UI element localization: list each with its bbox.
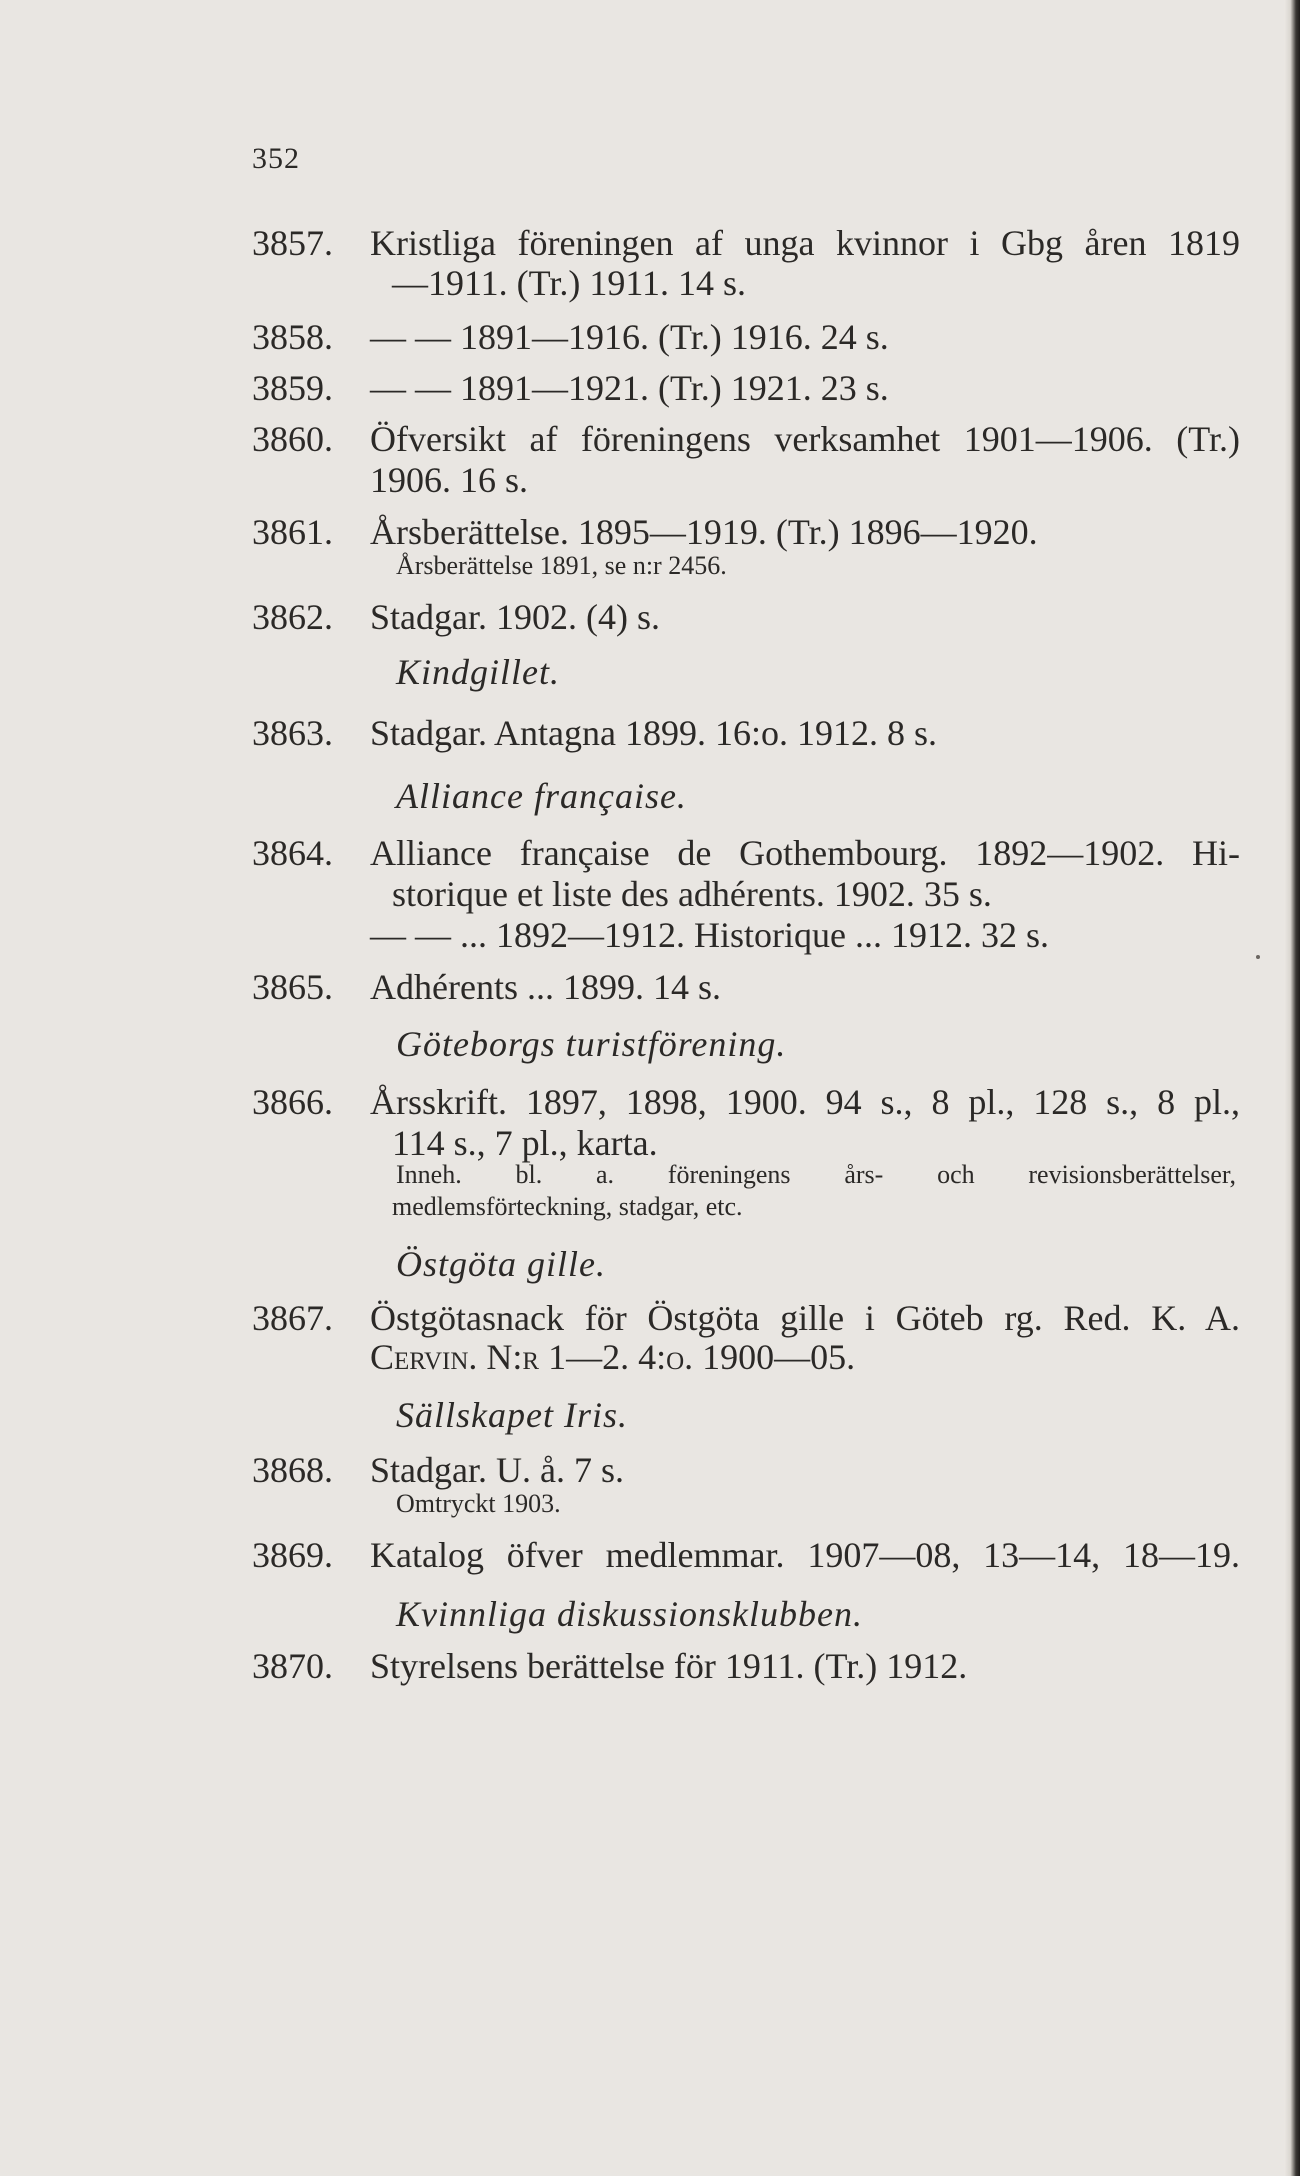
page-edge-shadow [1284, 0, 1300, 2176]
paper-speck [1256, 955, 1260, 959]
section-heading: Alliance française. [396, 776, 687, 816]
entry-line: Stadgar. U. å. 7 s. [370, 1450, 624, 1490]
entry-number: 3867. [252, 1298, 333, 1338]
entry-note: medlemsförteckning, stadgar, etc. [392, 1192, 743, 1221]
entry-number: 3863. [252, 713, 333, 753]
entry-number: 3860. [252, 419, 333, 459]
entry-number: 3861. [252, 512, 333, 552]
entry-note: Omtryckt 1903. [396, 1489, 561, 1518]
section-heading: Östgöta gille. [396, 1244, 606, 1284]
entry-number: 3857. [252, 223, 333, 263]
entry-line: Adhérents ... 1899. 14 s. [370, 967, 721, 1007]
entry-line: Stadgar. 1902. (4) s. [370, 597, 660, 637]
entry-line: — — ... 1892—1912. Historique ... 1912. 32 s. [370, 915, 1049, 955]
entry-line: storique et liste des adhérents. 1902. 35 s. [392, 874, 992, 914]
entry-number: 3859. [252, 368, 333, 408]
entry-line: Kristliga föreningen af unga kvinnor i Gbg åren 1819 [370, 223, 1240, 263]
entry-line: 114 s., 7 pl., karta. [392, 1123, 658, 1163]
entry-note: Årsberättelse 1891, se n:r 2456. [396, 551, 727, 580]
entry-line: Styrelsens berättelse för 1911. (Tr.) 1912. [370, 1646, 968, 1686]
entry-line: — — 1891—1916. (Tr.) 1916. 24 s. [370, 317, 889, 357]
entry-line: Östgötasnack för Östgöta gille i Göteb rg. Red. K. A. [370, 1298, 1240, 1338]
entry-line: — — 1891—1921. (Tr.) 1921. 23 s. [370, 368, 889, 408]
entry-line: Katalog öfver medlemmar. 1907—08, 13—14, 18—19. [370, 1535, 1240, 1575]
entry-line: Stadgar. Antagna 1899. 16:o. 1912. 8 s. [370, 713, 937, 753]
entry-number: 3864. [252, 833, 333, 873]
section-heading: Sällskapet Iris. [396, 1395, 628, 1435]
entry-number: 3866. [252, 1082, 333, 1122]
entry-line: Öfversikt af föreningens verksamhet 1901—1906. (Tr.) [370, 419, 1240, 459]
entry-line: 1906. 16 s. [370, 460, 529, 500]
entry-line: Årsskrift. 1897, 1898, 1900. 94 s., 8 pl., 128 s., 8 pl., [370, 1082, 1240, 1122]
page-number: 352 [252, 142, 300, 175]
entry-number: 3870. [252, 1646, 333, 1686]
entry-line: Cervin. N:r 1—2. 4:o. 1900—05. [370, 1337, 856, 1377]
section-heading: Göteborgs turistförening. [396, 1024, 787, 1064]
section-heading: Kindgillet. [396, 652, 560, 692]
entry-number: 3869. [252, 1535, 333, 1575]
entry-note: Inneh. bl. a. föreningens års- och revisionsberättelser, [396, 1160, 1236, 1189]
entry-line: —1911. (Tr.) 1911. 14 s. [392, 263, 747, 303]
entry-line: Alliance française de Gothembourg. 1892—1902. Hi- [370, 833, 1240, 873]
section-heading: Kvinnliga diskussionsklubben. [396, 1594, 863, 1634]
entry-number: 3868. [252, 1450, 333, 1490]
entry-number: 3865. [252, 967, 333, 1007]
entry-number: 3858. [252, 317, 333, 357]
entry-line: Årsberättelse. 1895—1919. (Tr.) 1896—1920. [370, 512, 1038, 552]
entry-number: 3862. [252, 597, 333, 637]
